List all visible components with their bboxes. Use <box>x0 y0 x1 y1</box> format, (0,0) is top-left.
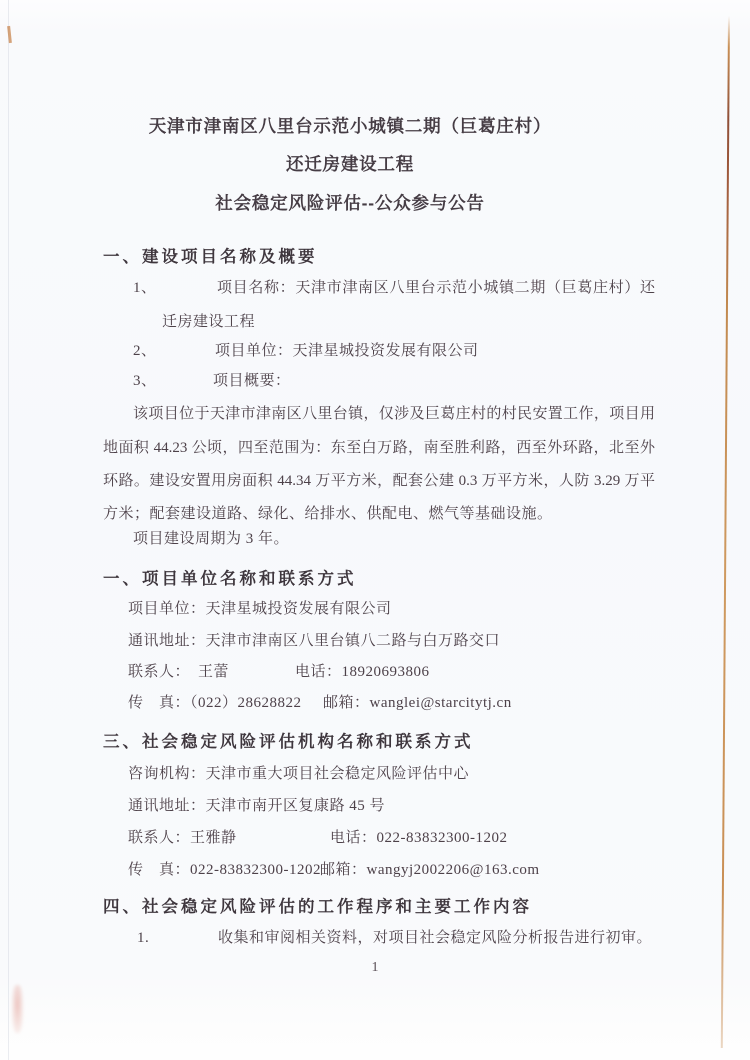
section3-heading: 三、社会稳定风险评估机构名称和联系方式 <box>103 733 474 751</box>
section2-phone: 电话：18920693806 <box>295 664 430 680</box>
project-summary-line-1: 该项目位于天津市津南区八里台镇，仅涉及巨葛庄村的村民安置工作，项目用 <box>133 406 655 422</box>
section1-heading: 一、建设项目名称及概要 <box>103 248 318 266</box>
section1-item1-continuation: 迁房建设工程 <box>162 314 256 330</box>
document-title-line-3: 社会稳定风险评估--公众参与公告 <box>215 193 485 213</box>
section1-item3-text: 项目概要： <box>213 373 291 389</box>
page-edge-line <box>721 16 730 1048</box>
section3-contact-person: 联系人：王雅静 <box>128 830 237 846</box>
document-title-line-1: 天津市津南区八里台示范小城镇二期（巨葛庄村） <box>148 116 552 136</box>
section3-phone: 电话：022-83832300-1202 <box>330 830 508 846</box>
section1-item2-number: 2、 <box>133 343 157 359</box>
project-summary-line-3: 环路。建设安置用房面积 44.34 万平方米，配套公建 0.3 万平方米，人防 3.29 万平 <box>103 473 655 489</box>
section3-email: 邮箱：wangyj2002206@163.com <box>320 862 540 878</box>
section3-agency: 咨询机构：天津市重大项目社会稳定风险评估中心 <box>128 766 470 782</box>
section2-heading: 一、项目单位名称和联系方式 <box>103 570 357 588</box>
project-summary-line-2: 地面积 44.23 公顷，四至范围为：东至白万路，南至胜利路，西至外环路，北至外 <box>103 440 655 456</box>
section1-item1-text: 项目名称：天津市津南区八里台示范小城镇二期（巨葛庄村）还 <box>217 280 655 296</box>
section4-item1-number: 1. <box>137 930 150 946</box>
section1-item2-text: 项目单位：天津星城投资发展有限公司 <box>215 343 479 359</box>
construction-cycle-text: 项目建设周期为 3 年。 <box>133 531 290 547</box>
section2-unit: 项目单位：天津星城投资发展有限公司 <box>128 601 392 617</box>
section2-fax: 传 真：（022）28628822 <box>128 695 302 711</box>
section4-item1-text: 收集和审阅相关资料，对项目社会稳定风险分析报告进行初审。 <box>218 930 653 946</box>
section2-address: 通讯地址：天津市津南区八里台镇八二路与白万路交口 <box>128 633 501 649</box>
document-title-line-2: 还迁房建设工程 <box>285 154 415 174</box>
page-number: 1 <box>371 960 379 975</box>
section1-item3-number: 3、 <box>133 373 157 389</box>
section1-item1-number: 1、 <box>133 280 157 296</box>
section3-address: 通讯地址：天津市南开区复康路 45 号 <box>128 798 386 814</box>
section4-heading: 四、社会稳定风险评估的工作程序和主要工作内容 <box>103 898 532 916</box>
section3-fax: 传 真：022-83832300-1202 <box>128 862 321 878</box>
scan-artifact-smudge <box>12 985 23 1033</box>
section2-contact-person: 联系人： 王蕾 <box>128 664 230 680</box>
project-summary-line-4: 方米；配套建设道路、绿化、给排水、供配电、燃气等基础设施。 <box>103 506 553 522</box>
scan-artifact-corner <box>7 26 12 43</box>
section2-email: 邮箱：wanglei@starcitytj.cn <box>323 695 512 711</box>
